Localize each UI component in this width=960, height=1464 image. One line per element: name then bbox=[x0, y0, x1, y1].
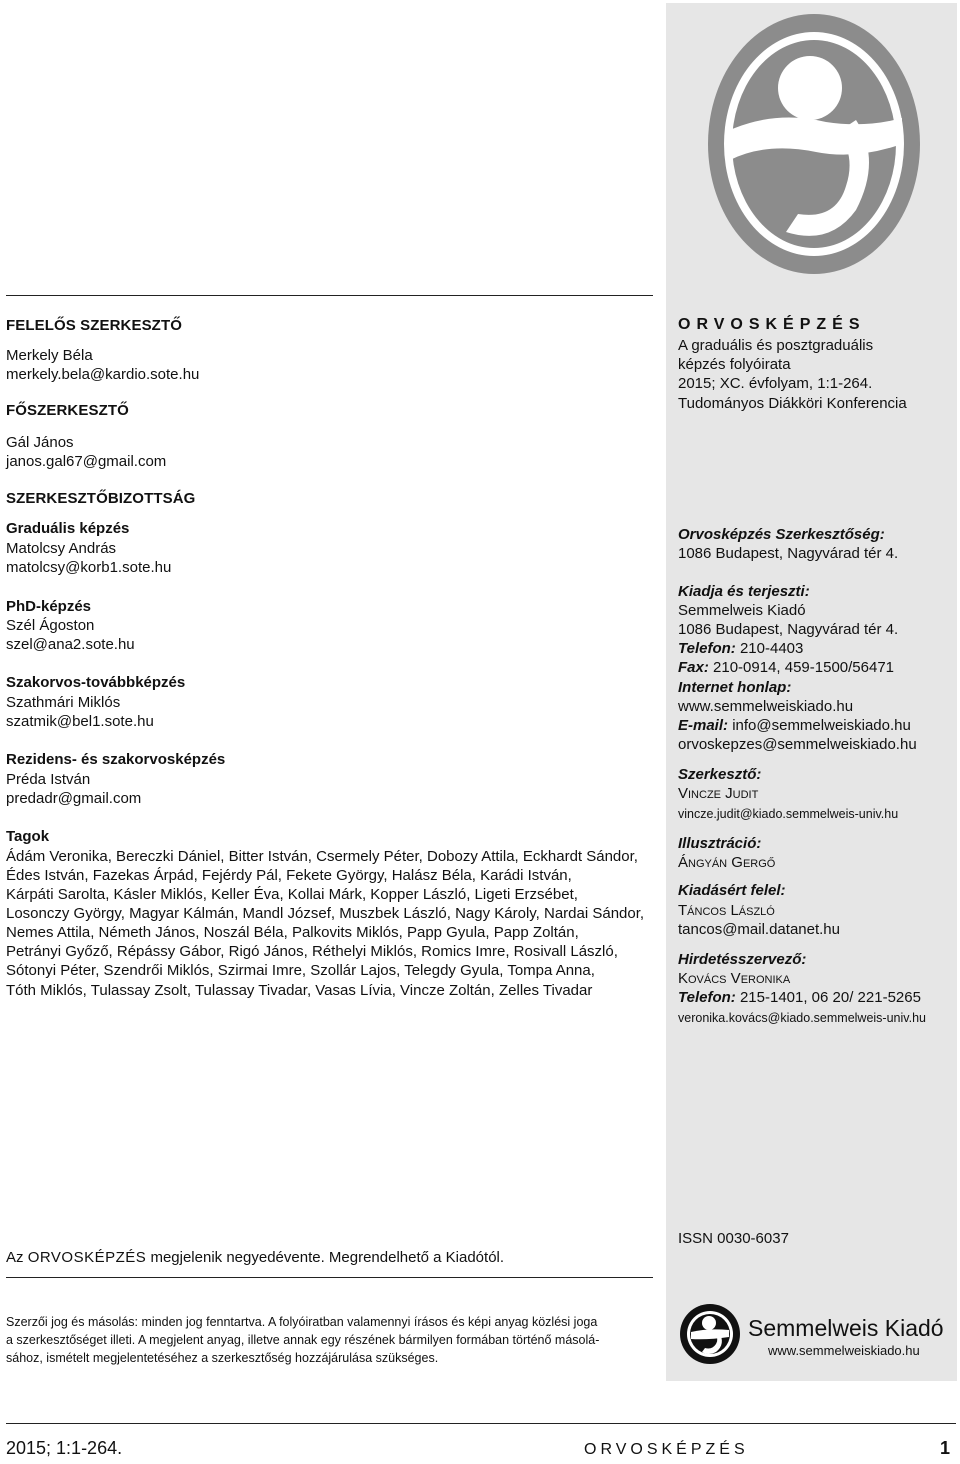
tagok-line: Ádám Veronika, Bereczki Dániel, Bitter István, Csermely Péter, Dobozy Attila, Eckhardt Sándor, bbox=[6, 848, 638, 865]
email-label: E-mail: bbox=[678, 717, 729, 734]
section-title: PhD-képzés bbox=[6, 598, 92, 615]
email-line bbox=[678, 716, 958, 736]
section-title: Graduális képzés bbox=[6, 520, 130, 537]
section-name: Préda István bbox=[6, 771, 91, 788]
responsible-label: Kiadásért felel: bbox=[678, 882, 786, 899]
ads-name: Kovács Veronika bbox=[678, 970, 791, 987]
editor-name: Vincze Judit bbox=[678, 785, 759, 802]
email-link-2[interactable]: orvoskepzes@semmelweiskiado.hu bbox=[678, 736, 917, 753]
tagok-line: Tóth Miklós, Tulassay Zsolt, Tulassay Tivadar, Vasas Lívia, Vincze Zoltán, Zelles Tivadar bbox=[6, 982, 593, 999]
tagok-line: Sótonyi Péter, Szendrői Miklós, Szirmai Imre, Szollár Lajos, Telegdy Gyula, Tompa Anna, bbox=[6, 962, 595, 979]
middle-divider bbox=[6, 1277, 653, 1278]
section-title: Rezidens- és szakorvosképzés bbox=[6, 751, 226, 768]
copyright-line: sához, ismételt megjelentetéséhez a szerkesztőség hozzájárulása szükséges. bbox=[6, 1351, 439, 1365]
illustrator-name: Ángyán Gergő bbox=[678, 854, 776, 871]
office-label: Orvosképzés Szerkesztőség: bbox=[678, 526, 885, 543]
ads-label: Hirdetésszervező: bbox=[678, 951, 807, 968]
journal-subtitle-2: képzés folyóirata bbox=[678, 356, 791, 373]
journal-brand: ORVOSKÉPZÉS bbox=[678, 316, 866, 333]
footer-divider bbox=[6, 1423, 956, 1424]
ads-phone-line bbox=[678, 988, 958, 1008]
journal-subtitle: A graduális és posztgraduális bbox=[678, 337, 874, 354]
felelos-email: merkely.bela@kardio.sote.hu bbox=[6, 366, 200, 383]
frequency-text: megjelenik negyedévente. Megrendelhető a Kiadótól. bbox=[150, 1249, 505, 1266]
fax-value: 210-0914, 459-1500/56471 bbox=[713, 659, 895, 676]
phone-label: Telefon: bbox=[678, 640, 736, 657]
phone-value: 210-4403 bbox=[739, 640, 804, 657]
publisher-logo-url: www.semmelweiskiado.hu bbox=[768, 1343, 920, 1358]
tagok-line: Édes István, Fazekas Árpád, Fejérdy Pál, Fekete György, Halász Béla, Karádi István, bbox=[6, 867, 572, 884]
footer-brand: ORVOSKÉPZÉS bbox=[584, 1441, 749, 1458]
journal-volume: 2015; XC. évfolyam, 1:1-264. bbox=[678, 375, 873, 392]
section-name: Matolcsy András bbox=[6, 540, 117, 557]
illustrator-label: Illusztráció: bbox=[678, 835, 762, 852]
fo-email: janos.gal67@gmail.com bbox=[6, 453, 167, 470]
section-name: Szél Ágoston bbox=[6, 617, 95, 634]
journal-conference: Tudományos Diákköri Konferencia bbox=[678, 395, 907, 412]
ads-phone-label: Telefon: bbox=[678, 989, 736, 1006]
fo-header: FŐSZERKESZTŐ bbox=[6, 402, 129, 419]
copyright-line: Szerzői jog és másolás: minden jog fenntartva. A folyóiratban valamennyi írásos és képi anyag közlési joga bbox=[6, 1315, 598, 1329]
tagok-line: Petrányi Győző, Répássy Gábor, Rigó János, Réthelyi Miklós, Romics Imre, Rosivall László, bbox=[6, 943, 618, 960]
frequency-line bbox=[6, 1248, 656, 1268]
journal-emblem-icon bbox=[706, 10, 922, 278]
phone-line bbox=[678, 639, 958, 659]
publisher-address: 1086 Budapest, Nagyvárad tér 4. bbox=[678, 621, 899, 638]
section-email: matolcsy@korb1.sote.hu bbox=[6, 559, 172, 576]
felelos-header: FELELŐS SZERKESZTŐ bbox=[6, 317, 182, 334]
bizottsag-header: SZERKESZTŐBIZOTTSÁG bbox=[6, 490, 196, 507]
issn: ISSN 0030-6037 bbox=[678, 1230, 789, 1247]
tagok-line: Losonczy György, Magyar Kálmán, Mandl József, Muszbek László, Nagy Károly, Nardai Sándor, bbox=[6, 905, 645, 922]
ads-email[interactable]: veronika.kovács@kiado.semmelweis-univ.hu bbox=[678, 1011, 926, 1025]
tagok-header: Tagok bbox=[6, 828, 50, 845]
responsible-email[interactable]: tancos@mail.datanet.hu bbox=[678, 921, 840, 938]
page-number: 1 bbox=[940, 1438, 951, 1458]
tagok-line: Kárpáti Sarolta, Kásler Miklós, Keller Éva, Kollai Márk, Kopper László, Ligeti Erzsébet, bbox=[6, 886, 578, 903]
web-label: Internet honlap: bbox=[678, 679, 792, 696]
frequency-prefix: Az bbox=[6, 1249, 24, 1266]
section-email: szel@ana2.sote.hu bbox=[6, 636, 135, 653]
felelos-name: Merkely Béla bbox=[6, 347, 93, 364]
publisher-label: Kiadja és terjeszti: bbox=[678, 583, 810, 600]
top-divider bbox=[6, 295, 653, 296]
section-name: Szathmári Miklós bbox=[6, 694, 121, 711]
section-email: szatmik@bel1.sote.hu bbox=[6, 713, 154, 730]
fax-label: Fax: bbox=[678, 659, 709, 676]
editor-email[interactable]: vincze.judit@kiado.semmelweis-univ.hu bbox=[678, 807, 899, 821]
publisher-logo-name: Semmelweis Kiadó bbox=[748, 1315, 944, 1341]
frequency-brand: ORVOSKÉPZÉS bbox=[27, 1249, 147, 1266]
web-link[interactable]: www.semmelweiskiado.hu bbox=[678, 698, 854, 715]
responsible-name: Táncos László bbox=[678, 902, 775, 919]
section-title: Szakorvos-továbbképzés bbox=[6, 674, 186, 691]
tagok-line: Nemes Attila, Németh János, Noszál Béla, Palkovits Miklós, Papp Gyula, Papp Zoltán, bbox=[6, 924, 579, 941]
ads-phone-value: 215-1401, 06 20/ 221-5265 bbox=[739, 989, 921, 1006]
fax-line bbox=[678, 658, 958, 678]
copyright-line: a szerkesztőséget illeti. A megjelent anyag, illetve annak egy részének bármilyen formában történő másolá- bbox=[6, 1333, 600, 1347]
editor-label: Szerkesztő: bbox=[678, 766, 762, 783]
office-address: 1086 Budapest, Nagyvárad tér 4. bbox=[678, 545, 899, 562]
fo-name: Gál János bbox=[6, 434, 74, 451]
section-email: predadr@gmail.com bbox=[6, 790, 142, 807]
publisher-name: Semmelweis Kiadó bbox=[678, 602, 806, 619]
email-link[interactable]: info@semmelweiskiado.hu bbox=[732, 717, 911, 734]
footer-citation: 2015; 1:1-264. bbox=[6, 1438, 123, 1458]
